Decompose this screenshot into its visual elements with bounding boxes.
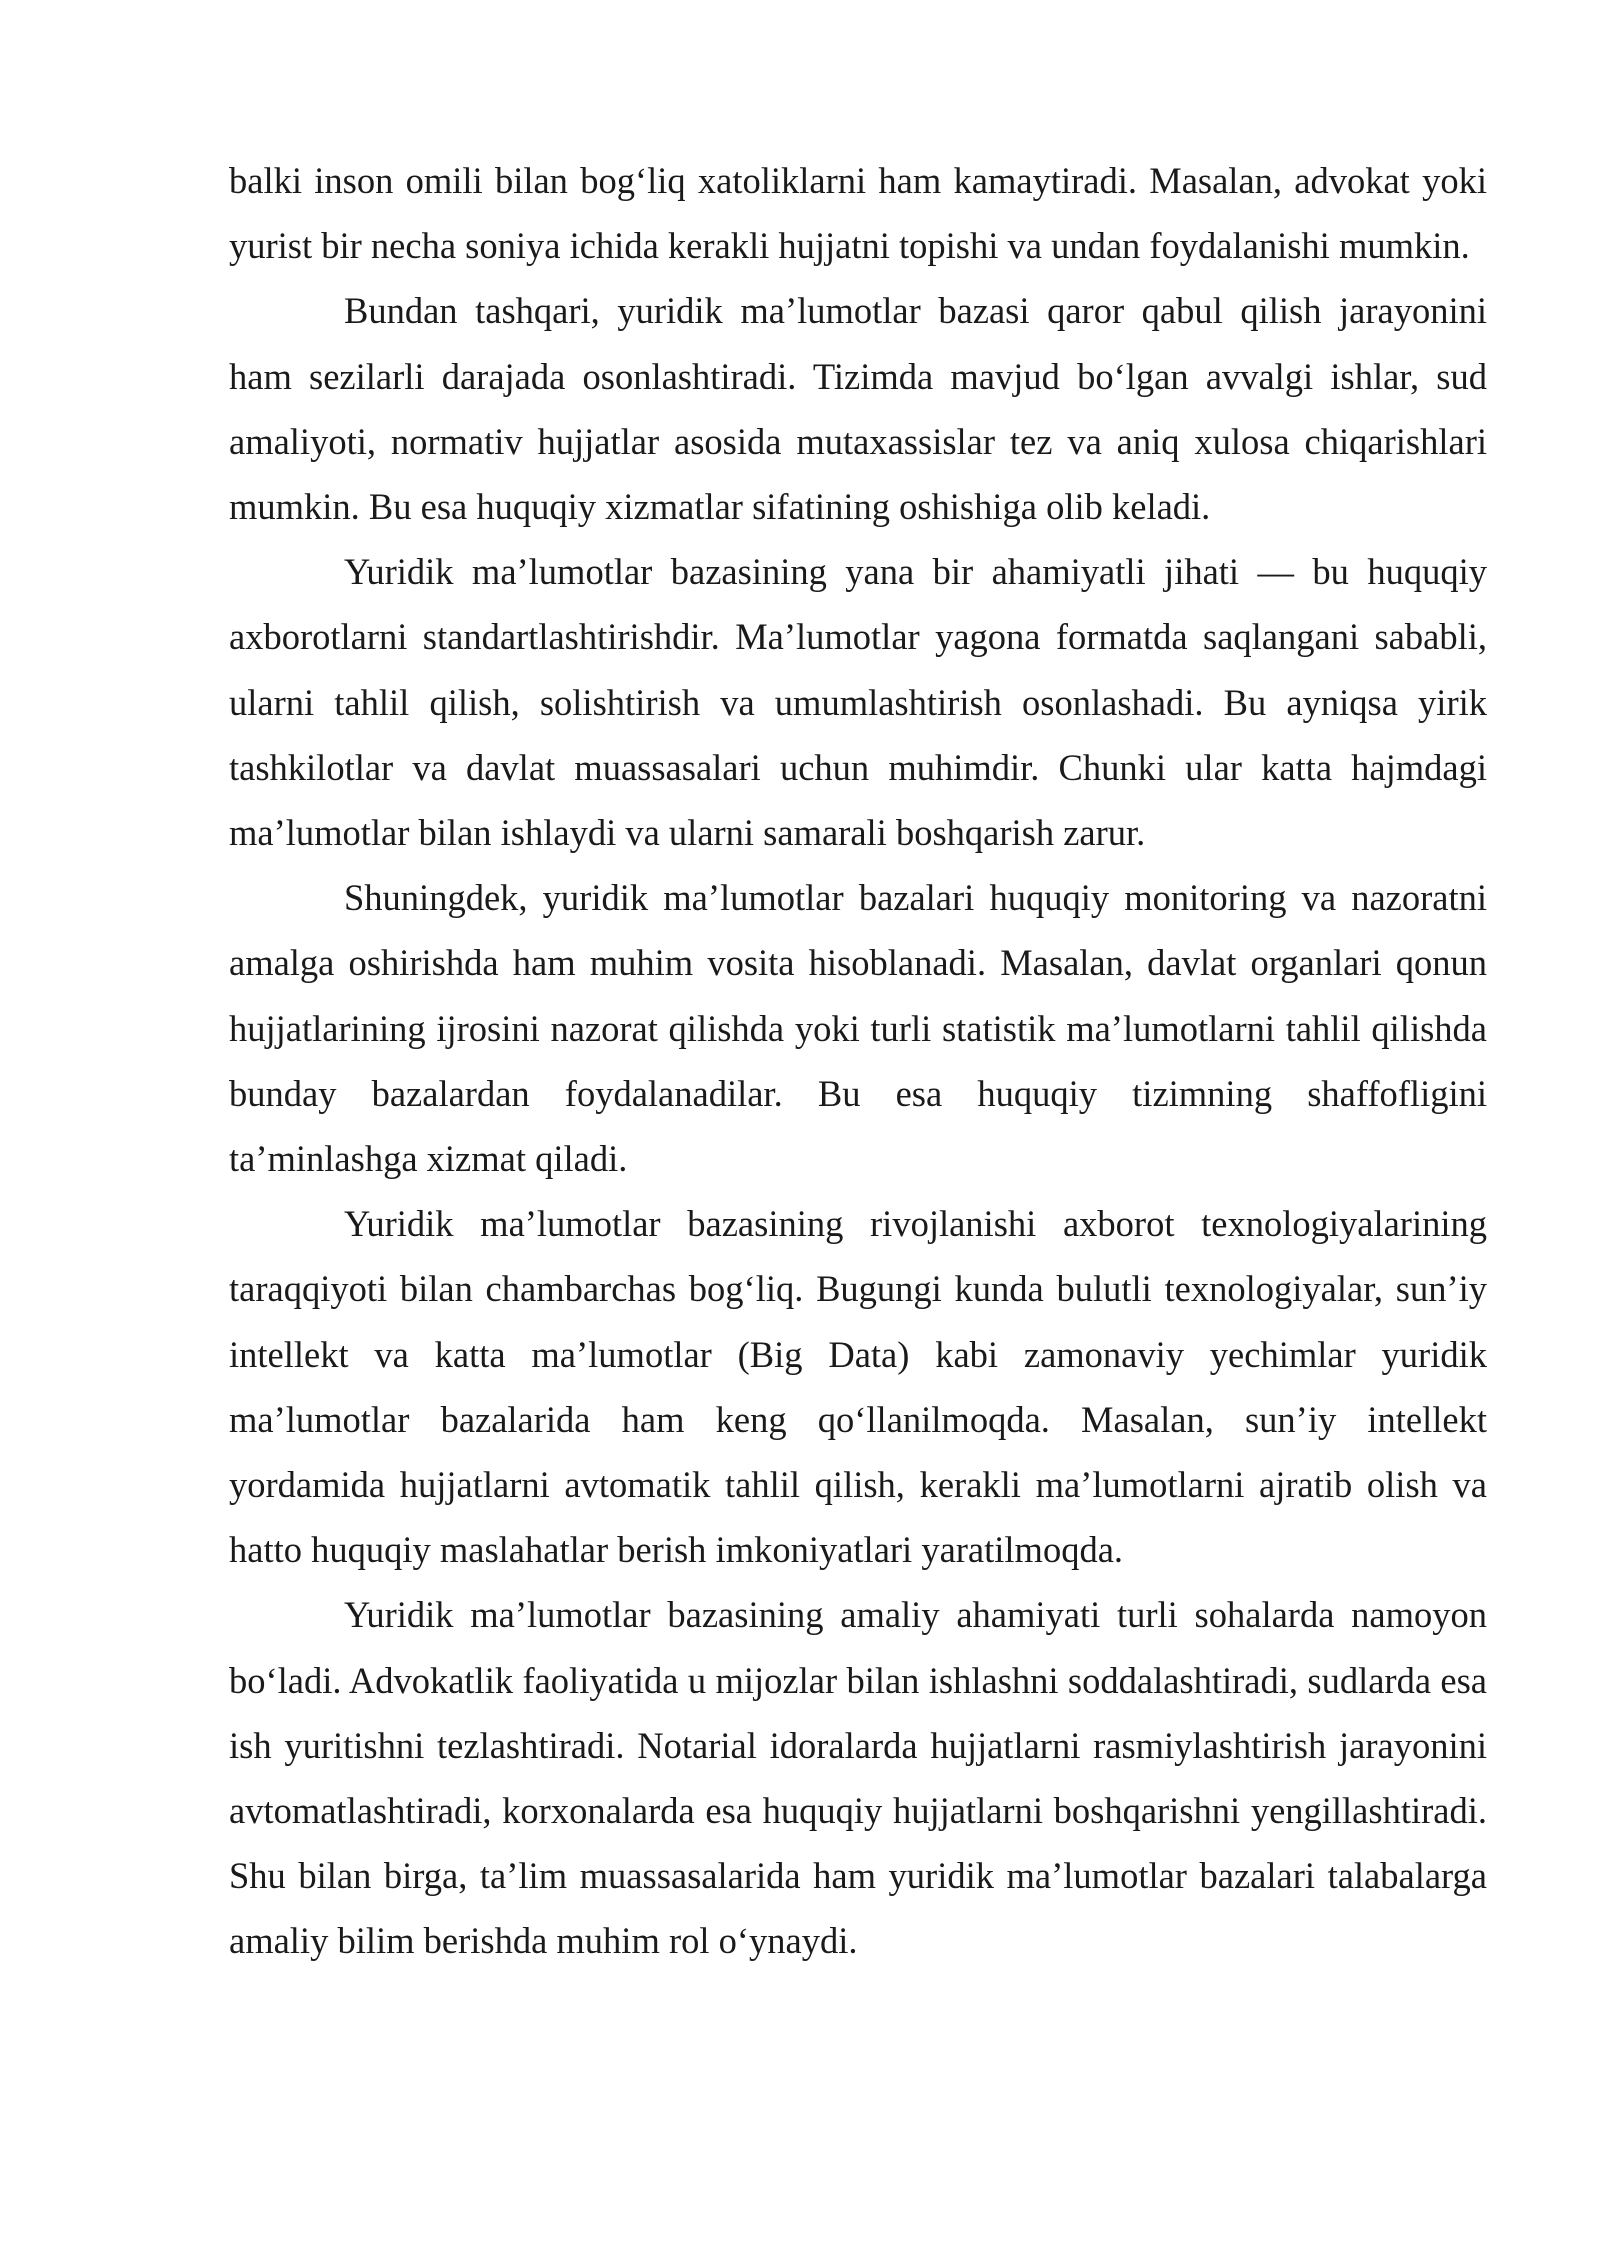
paragraph-continuation: balki inson omili bilan bog‘liq xatoliklarni ham kamaytiradi. Masalan, advokat yoki yurist bir necha soniya ichida kerakli hujjatni topishi va undan foydalanishi mumkin. bbox=[229, 160, 1487, 267]
paragraph-standardization: Yuridik ma’lumotlar bazasining yana bir ahamiyatli jihati — bu huquqiy axborotlarni standartlashtirishdir. Ma’lumotlar yagona formatda saqlangani sababli, ularni tahlil qilish, solishtirish va umumlashtirish osonlashadi. Bu ayniqsa yirik tashkilotlar va davlat muassasalari uchun muhimdir. Chunki ular katta hajmdagi ma’lumotlar bilan ishlaydi va ularni samarali boshqarish zarur. bbox=[229, 551, 1487, 854]
paragraph-decision-making: Bundan tashqari, yuridik ma’lumotlar bazasi qaror qabul qilish jarayonini ham sezilarli darajada osonlashtiradi. Tizimda mavjud bo‘lgan avvalgi ishlar, sud amaliyoti, normativ hujjatlar asosida mutaxassislar tez va aniq xulosa chiqarishlari mumkin. Bu esa huquqiy xizmatlar sifatining oshishiga olib keladi. bbox=[229, 290, 1487, 528]
paragraph-technology: Yuridik ma’lumotlar bazasining rivojlanishi axborot texnologiyalarining taraqqiyoti bilan chambarchas bog‘liq. Bugungi kunda bulutli texnologiyalar, sun’iy intellekt va katta ma’lumotlar (Big Data) kabi zamonaviy yechimlar yuridik ma’lumotlar bazalarida ham keng qo‘llanilmoqda. Masalan, sun’iy intellekt yordamida hujjatlarni avtomatik tahlil qilish, kerakli ma’lumotlarni ajratib olish va hatto huquqiy maslahatlar berish imkoniyatlari yaratilmoqda. bbox=[229, 1203, 1487, 1571]
paragraph-monitoring: Shuningdek, yuridik ma’lumotlar bazalari huquqiy monitoring va nazoratni amalga oshirishda ham muhim vosita hisoblanadi. Masalan, davlat organlari qonun hujjatlarining ijrosini nazorat qilishda yoki turli statistik ma’lumotlarni tahlil qilishda bunday bazalardan foydalanadilar. Bu esa huquqiy tizimning shaffofligini ta’minlashga xizmat qiladi. bbox=[229, 877, 1487, 1180]
document-body bbox=[229, 148, 1487, 1974]
paragraph-practical-importance: Yuridik ma’lumotlar bazasining amaliy ahamiyati turli sohalarda namoyon bo‘ladi. Advokatlik faoliyatida u mijozlar bilan ishlashni soddalashtiradi, sudlarda esa ish yuritishni tezlashtiradi. Notarial idoralarda hujjatlarni rasmiylashtirish jarayonini avtomatlashtiradi, korxonalarda esa huquqiy hujjatlarni boshqarishni yengillashtiradi. Shu bilan birga, ta’lim muassasalarida ham yuridik ma’lumotlar bazalari talabalarga amaliy bilim berishda muhim rol o‘ynaydi. bbox=[229, 1594, 1487, 1962]
